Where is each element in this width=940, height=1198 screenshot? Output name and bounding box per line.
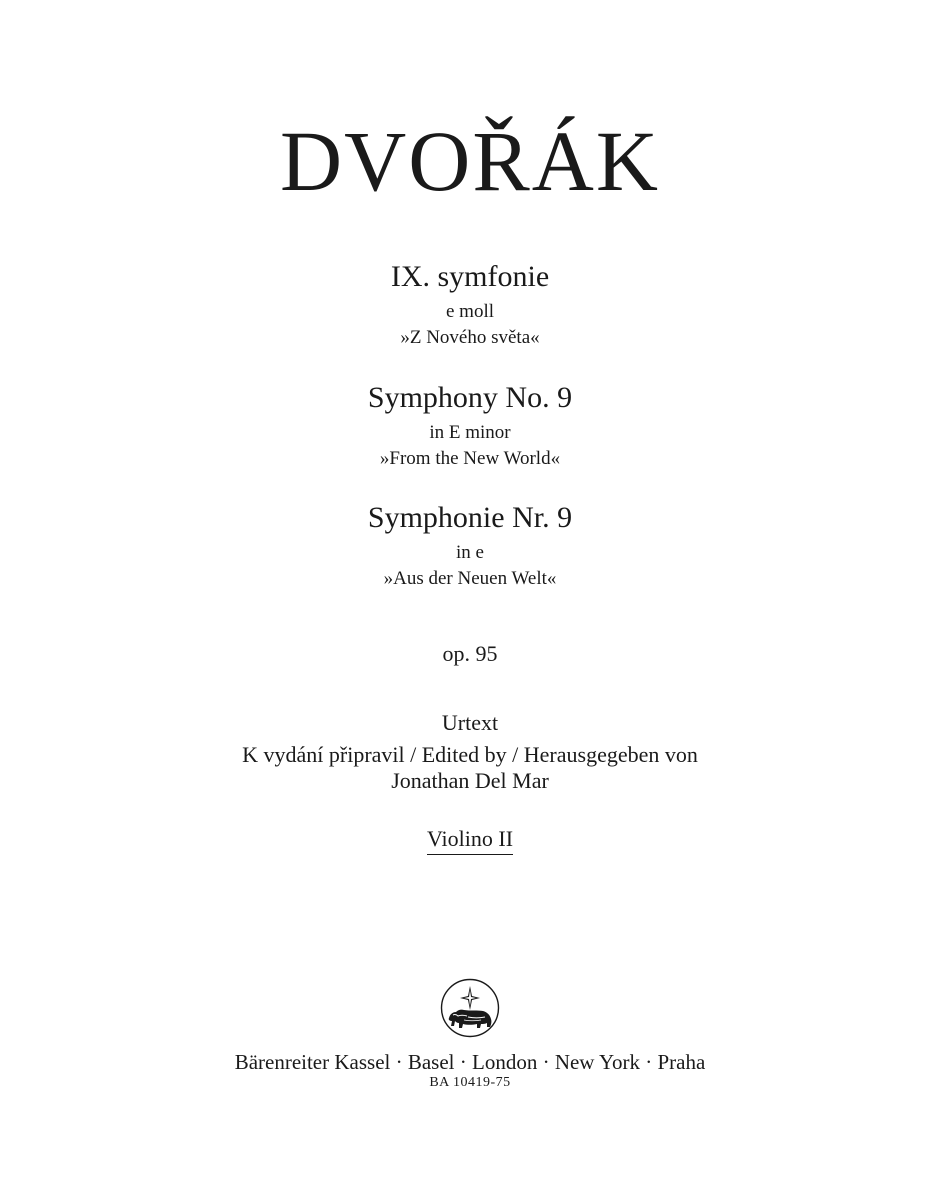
- opus-number: op. 95: [442, 641, 498, 666]
- english-title: Symphony No. 9: [367, 381, 573, 414]
- czech-subtitle: »Z Nového světa«: [400, 327, 540, 348]
- urtext-label: Urtext: [441, 710, 499, 735]
- czech-title: IX. symfonie: [390, 260, 550, 293]
- editor-name: Jonathan Del Mar: [391, 768, 549, 793]
- english-subtitle: »From the New World«: [379, 448, 561, 469]
- part-label: Violino II: [427, 828, 513, 855]
- czech-key: e moll: [445, 301, 495, 322]
- english-key: in E minor: [429, 422, 511, 443]
- catalog-number: BA 10419-75: [429, 1075, 511, 1090]
- baerenreiter-bear-star-icon: [440, 978, 500, 1038]
- german-key: in e: [456, 542, 484, 563]
- german-subtitle: »Aus der Neuen Welt«: [383, 568, 557, 589]
- german-title: Symphonie Nr. 9: [367, 501, 573, 534]
- publisher-line: Bärenreiter Kassel · Basel · London · New York · Praha: [234, 1050, 706, 1074]
- part-label-wrap: [0, 828, 940, 855]
- composer-name: DVOŘÁK: [280, 113, 660, 209]
- edited-by-line: K vydání připravil / Edited by / Herausgegeben von: [242, 742, 698, 767]
